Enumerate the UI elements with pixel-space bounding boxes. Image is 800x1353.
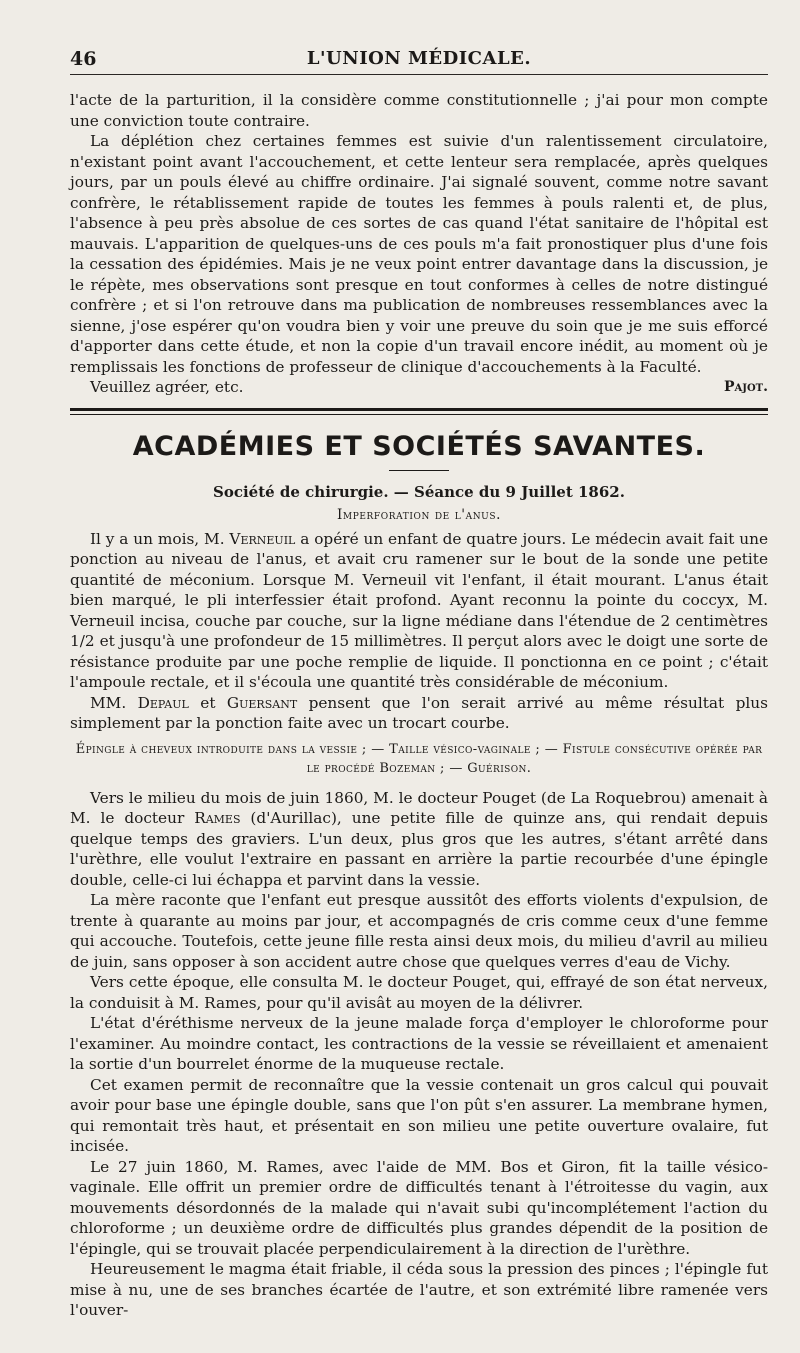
- section-title: ACADÉMIES ET SOCIÉTÉS SAVANTES.: [132, 430, 706, 462]
- signature: Pajot.: [723, 379, 768, 395]
- case-paragraph: MM. Depaul et Guersant pensent que l'on serait arrivé au même résultat plus simplement par la ponction faite avec un trocart courbe.: [70, 693, 768, 732]
- case-paragraph: Vers cette époque, elle consulta M. le docteur Pouget, qui, effrayé de son état nerveux, la conduisit à M. Rames, pour qu'il avisât au moyen de la délivrer.: [70, 973, 768, 1012]
- case-paragraph: Heureusement le magma était friable, il céda sous la pression des pinces ; l'épingle fut mise à nu, une de ses branches écartée de l'autre, et son extrémité libre ramenée vers l'ouver-: [70, 1260, 768, 1319]
- case-heading: Imperforation de l'anus.: [336, 506, 502, 523]
- letter-paragraph: l'acte de la parturition, il la considère comme constitutionnelle ; j'ai pour mon compte une conviction toute contraire.: [70, 91, 768, 130]
- case-paragraph: Vers le milieu du mois de juin 1860, M. le docteur Pouget (de La Roquebrou) amenait à M. le docteur Rames (d'Aurillac), une petite fille de quinze ans, qui rendait depuis quelque temps des graviers. L'un deux, plus gros que les autres, s'étant arrêté dans l'urèthre, elle voulut l'extraire en passant en arrière la partie recourbée d'une épingle double, celle-ci lui échappa et parvint dans la vessie.: [70, 788, 769, 889]
- letter-paragraph: La déplétion chez certaines femmes est suivie d'un ralentissement circulatoire, n'existant point avant l'accouchement, et cette lenteur sera remplacée, après quelques jours, par un pouls élevé au chiffre ordinaire. J'ai signalé souvent, comme notre savant confrère, le rétablissement rapide de toutes les femmes à pouls ralenti et, de plus, l'absence à peu près absolue de ces sortes de cas quand l'état sanitaire de l'hôpital est mauvais. L'apparition de quelques-uns de ces pouls m'a fait pronostiquer plus d'une fois la cessation des épidémies. Mais je ne veux point entrer davantage dans la discussion, je le répète, mes observations sont presque en tout conformes à celles de notre distingué confrère ; et si l'on retrouve dans ma publication de nombreuses ressemblances avec la sienne, j'ose espérer qu'on voudra bien y voir une preuve du soin que je me suis efforcé d'apporter dans cette étude, et non la copie d'un travail encore inédit, au moment où je remplissais les fonctions de professeur de clinique d'accouchements à la Faculté.: [70, 132, 768, 376]
- running-header: [70, 44, 768, 74]
- case-paragraph: La mère raconte que l'enfant eut presque aussitôt des efforts violents d'expulsion, de trente à quarante au moins par jour, et accompagnés de cris comme ceux d'une femme qui accouche. Toutefois, cette jeune fille resta ainsi deux mois, du milieu d'avril au milieu de juin, sans opposer à son accident autre chose que quelques verres d'eau de Vichy.: [70, 891, 768, 971]
- society-heading: Société de chirurgie. — Séance du 9 Juillet 1862.: [213, 482, 625, 501]
- surgeon-name: Rames: [194, 809, 241, 827]
- surgeon-name: Guersant: [226, 693, 298, 712]
- closing-formula: Veuillez agréer, etc.: [90, 378, 244, 396]
- case-paragraph: Cet examen permit de reconnaître que la vessie contenait un gros calcul qui pouvait avoir pour base une épingle double, sans que l'on pût s'en assurer. La membrane hymen, qui remontait très haut, et présentait en son milieu une petite ouverture ovalaire, fut incisée.: [70, 1075, 768, 1155]
- title-rule: [389, 470, 449, 471]
- section-divider: [70, 408, 768, 415]
- page-body: [70, 90, 768, 1321]
- journal-title: L'UNION MÉDICALE.: [306, 48, 532, 69]
- letter-closing: [70, 377, 768, 398]
- surgeon-name: Verneuil: [229, 529, 296, 548]
- case-paragraph: L'état d'éréthisme nerveux de la jeune malade força d'employer le chloroforme pour l'examiner. Au moindre contact, les contractions de la vessie se réveillaient et amenaient la sortie d'un bourrelet énorme de la muqueuse rectale.: [70, 1014, 768, 1073]
- page-number: 46: [70, 48, 97, 70]
- surgeon-name: Depaul: [137, 693, 189, 712]
- case-paragraph: Le 27 juin 1860, M. Rames, avec l'aide de MM. Bos et Giron, fit la taille vésico-vaginale. Elle offrit un premier ordre de difficultés tenant à l'étroitesse du vagin, aux mouvements désordonnés de la malade qui n'avait subi qu'incomplétement l'action du chloroforme ; un deuxième ordre de difficultés plus grandes dépendit de la position de l'épingle, qui se trouvait placée perpendiculairement à la direction de l'urèthre.: [70, 1157, 768, 1258]
- header-rule: [70, 74, 768, 75]
- case-heading: Épingle à cheveux introduite dans la vessie ; — Taille vésico-vaginale ; — Fistule consécutive opérée par le procédé Bozeman ; — Guérison.: [75, 741, 763, 776]
- case-paragraph: Il y a un mois, M. Verneuil a opéré un enfant de quatre jours. Le médecin avait fait une ponction au niveau de l'anus, et avait cru ramener sur le bout de la sonde une petite quantité de méconium. Lorsque M. Verneuil vit l'enfant, il était mourant. L'anus était bien marqué, le pli interfessier était profond. Ayant reconnu la pointe du coccyx, M. Verneuil incisa, couche par couche, sur la ligne médiane dans l'étendue de 2 centimètres 1/2 et jusqu'à une profondeur de 15 millimètres. Il perçut alors avec le doigt une sorte de résistance produite par une poche remplie de liquide. Il ponctionna en ce point ; c'était l'ampoule rectale, et il s'écoula une quantité très considérable de méconium.: [70, 529, 769, 691]
